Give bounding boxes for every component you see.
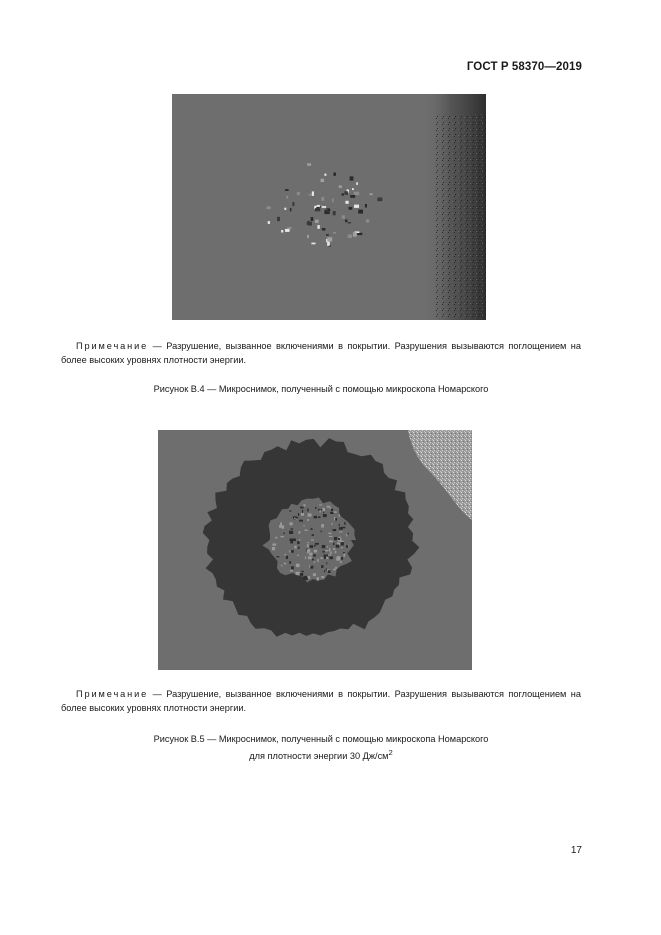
unit-superscript: 2 xyxy=(388,748,393,757)
inclusion-spot xyxy=(285,189,289,191)
damage-speck xyxy=(331,523,333,524)
damage-speck xyxy=(314,550,317,553)
inclusion-spot xyxy=(357,233,362,235)
inclusion-spot xyxy=(311,243,315,245)
damage-speck xyxy=(299,539,300,541)
damage-speck xyxy=(329,548,331,551)
damage-speck xyxy=(304,525,305,526)
damage-speck xyxy=(339,514,341,516)
damage-speck xyxy=(314,516,317,518)
caption-line-1: Рисунок В.5 — Микроснимок, полученный с помощью микроскопа Номарского xyxy=(153,734,489,744)
inclusion-spot xyxy=(287,227,291,229)
damage-speck xyxy=(317,559,319,562)
damage-speck xyxy=(301,571,304,572)
damage-speck xyxy=(320,510,321,513)
damage-speck xyxy=(299,531,301,534)
damage-speck xyxy=(295,517,298,519)
damage-speck xyxy=(328,533,331,534)
inclusion-spot xyxy=(349,207,353,210)
damage-speck xyxy=(310,545,314,548)
damage-speck xyxy=(307,509,308,512)
damage-speck xyxy=(327,557,329,559)
damage-speck xyxy=(329,536,333,537)
inclusion-spot xyxy=(281,230,283,233)
inclusion-spot xyxy=(352,188,354,190)
damage-speck xyxy=(272,547,275,550)
damage-speck xyxy=(282,526,284,529)
damage-speck xyxy=(298,513,299,516)
inclusion-spot xyxy=(315,220,319,223)
note-lead-label: Примечание xyxy=(76,341,149,351)
page-number: 17 xyxy=(570,845,582,856)
inclusion-spot xyxy=(268,221,270,224)
damage-speck xyxy=(346,545,348,548)
damage-speck xyxy=(333,548,336,550)
damage-speck xyxy=(313,554,316,556)
damage-speck xyxy=(314,545,316,547)
damage-speck xyxy=(338,538,340,540)
inclusion-spot xyxy=(307,222,312,226)
inclusion-spot xyxy=(286,196,288,199)
damage-speck xyxy=(340,561,342,563)
damage-speck xyxy=(297,555,299,556)
damage-speck xyxy=(275,537,277,539)
damage-speck xyxy=(289,550,290,552)
damage-speck xyxy=(308,556,312,559)
damage-speck xyxy=(321,565,323,568)
inclusion-spot xyxy=(354,205,359,208)
damage-speck xyxy=(341,557,343,560)
inclusion-spot xyxy=(267,206,271,209)
damage-speck xyxy=(315,543,319,545)
damage-speck xyxy=(285,554,287,555)
inclusion-spot xyxy=(321,179,325,182)
damage-speck xyxy=(324,555,327,557)
inclusion-spot xyxy=(344,191,348,195)
damage-speck xyxy=(326,568,327,571)
inclusion-spot xyxy=(277,217,280,221)
inclusion-spot xyxy=(348,235,352,239)
inclusion-spot xyxy=(317,205,320,207)
damage-speck xyxy=(327,546,328,547)
inclusion-spot xyxy=(307,235,309,238)
inclusion-spot xyxy=(342,215,345,219)
damage-speck xyxy=(313,573,316,576)
damage-speck xyxy=(320,557,323,559)
damage-speck xyxy=(330,552,332,555)
inclusion-spot xyxy=(365,204,367,208)
damage-speck xyxy=(339,537,341,539)
damage-speck xyxy=(291,528,294,529)
damage-speck xyxy=(327,506,330,508)
damage-speck xyxy=(319,504,322,505)
inclusion-spot xyxy=(309,194,312,196)
damage-speck xyxy=(331,509,333,511)
damage-speck xyxy=(284,563,286,565)
damage-speck xyxy=(335,518,337,521)
damage-speck xyxy=(318,517,321,519)
inclusion-spot xyxy=(290,208,292,211)
inclusion-spot xyxy=(312,191,314,196)
damage-speck xyxy=(314,562,316,563)
damage-speck xyxy=(289,531,293,534)
damage-speck xyxy=(307,542,309,543)
damage-speck xyxy=(289,561,291,564)
caption-line-2-text: для плотности энергии 30 Дж/см xyxy=(249,751,389,762)
figure-b5-note xyxy=(61,688,581,715)
damage-speck xyxy=(308,513,312,516)
damage-speck xyxy=(327,570,328,571)
inclusion-spot xyxy=(333,232,336,234)
inclusion-spot xyxy=(348,222,351,224)
inclusion-spot xyxy=(350,176,354,180)
inclusion-spot xyxy=(324,174,326,176)
damage-speck xyxy=(339,524,340,526)
damage-speck xyxy=(303,576,307,580)
inclusion-spot xyxy=(322,228,326,231)
damage-speck xyxy=(321,576,324,578)
damage-speck xyxy=(310,566,313,569)
damage-speck xyxy=(334,537,337,540)
damage-speck xyxy=(300,507,304,509)
damage-speck xyxy=(330,512,333,514)
damage-speck xyxy=(323,514,327,517)
damage-speck xyxy=(296,572,300,575)
inclusion-spot xyxy=(350,195,355,198)
inclusion-spot xyxy=(342,193,345,195)
damage-speck xyxy=(339,531,343,532)
damage-speck xyxy=(281,565,282,567)
damage-speck xyxy=(336,545,339,548)
damage-speck xyxy=(299,520,303,522)
damage-speck xyxy=(312,559,314,561)
damage-speck xyxy=(294,546,296,549)
inclusion-spot xyxy=(345,201,348,204)
damage-speck xyxy=(343,553,345,556)
damage-speck xyxy=(277,556,280,557)
damage-speck xyxy=(322,545,326,548)
inclusion-spot xyxy=(292,202,294,206)
inclusion-spot xyxy=(366,219,369,222)
inclusion-spot xyxy=(377,198,382,202)
inclusion-spot xyxy=(345,220,347,223)
note-lead-label: Примечание xyxy=(76,689,149,699)
damage-speck xyxy=(341,547,342,549)
damage-speck xyxy=(291,566,294,569)
damage-speck xyxy=(337,556,341,559)
damage-speck xyxy=(297,541,299,544)
damage-speck xyxy=(323,551,325,553)
figure-b4-note xyxy=(61,340,581,367)
damage-speck xyxy=(335,551,337,554)
figure-b5-caption xyxy=(61,733,581,763)
inclusion-spot xyxy=(358,210,363,214)
damage-speck xyxy=(328,555,331,556)
damage-speck xyxy=(290,522,293,525)
damage-speck xyxy=(291,550,294,553)
damage-speck xyxy=(323,512,324,513)
damage-speck xyxy=(335,567,337,569)
damage-speck xyxy=(347,533,349,534)
damage-speck xyxy=(311,528,313,530)
inclusion-spot xyxy=(317,225,319,229)
damage-speck xyxy=(341,527,345,529)
damage-speck xyxy=(321,531,322,533)
damage-speck xyxy=(333,543,334,545)
damage-speck xyxy=(280,523,282,526)
inclusion-spot xyxy=(332,198,334,202)
damage-speck xyxy=(307,549,310,552)
inclusion-spot xyxy=(356,182,358,185)
damage-speck xyxy=(328,570,331,573)
damage-speck xyxy=(303,504,305,506)
damage-speck xyxy=(322,508,325,511)
inclusion-spot xyxy=(311,217,314,221)
inclusion-spot xyxy=(333,173,336,176)
micrograph-b5 xyxy=(158,430,472,670)
damage-speck xyxy=(300,573,303,576)
damage-speck xyxy=(329,556,333,559)
note-text: — Разрушение, вызванное включениями в покрытии. Разрушения вызываются поглощением на более высоких уровнях плотности энергии. xyxy=(61,341,581,365)
damage-speck xyxy=(296,564,300,567)
damage-speck xyxy=(309,553,312,556)
damage-speck xyxy=(305,530,308,531)
damage-speck xyxy=(341,542,344,545)
damage-speck xyxy=(307,519,309,521)
damage-speck xyxy=(333,529,337,531)
damage-speck xyxy=(308,576,310,579)
damage-speck xyxy=(302,510,303,513)
damage-speck xyxy=(333,569,336,571)
inclusion-spot xyxy=(333,211,336,215)
damage-speck xyxy=(329,540,333,542)
damage-speck xyxy=(298,547,300,549)
inclusion-spot xyxy=(307,163,311,166)
damage-speck xyxy=(272,544,276,546)
inclusion-spot xyxy=(326,234,329,236)
damage-speck xyxy=(315,507,316,509)
damage-speck xyxy=(317,577,319,580)
inclusion-spot xyxy=(370,193,373,195)
damage-speck xyxy=(292,539,296,542)
damage-speck xyxy=(312,534,314,536)
damage-speck xyxy=(281,536,284,537)
inclusion-spot xyxy=(284,208,286,210)
inclusion-spot xyxy=(353,232,357,236)
inclusion-spot xyxy=(327,242,330,246)
inclusion-spot xyxy=(328,209,330,211)
damage-speck xyxy=(344,522,345,525)
inclusion-spot xyxy=(297,192,300,195)
caption-line-2 xyxy=(61,746,581,763)
damage-speck xyxy=(325,550,328,551)
inclusion-spot xyxy=(285,229,290,232)
damage-speck xyxy=(290,570,293,572)
inclusion-spot xyxy=(315,208,320,211)
damage-speck xyxy=(286,556,288,559)
inclusion-spot xyxy=(322,206,326,208)
damage-speck xyxy=(283,533,285,534)
inclusion-spot xyxy=(339,186,342,188)
figure-b4-caption: Рисунок В.4 — Микроснимок, полученный с помощью микроскопа Номарского xyxy=(153,384,489,394)
damage-speck xyxy=(305,557,306,560)
inclusion-spot xyxy=(327,237,332,241)
damage-speck xyxy=(346,533,347,536)
damage-speck xyxy=(307,544,309,547)
damage-speck xyxy=(333,511,336,512)
inclusion-spot xyxy=(354,192,360,195)
damage-speck xyxy=(301,513,304,516)
note-text: — Разрушение, вызванное включениями в покрытии. Разрушения вызываются поглощением на более высоких уровнях плотности энергии. xyxy=(61,689,581,713)
damage-speck xyxy=(326,562,327,564)
micrograph-b4 xyxy=(172,94,486,320)
damage-speck xyxy=(290,510,292,511)
inclusion-spot xyxy=(322,197,325,201)
damage-speck xyxy=(324,570,325,572)
damage-speck xyxy=(311,539,314,540)
document-standard-number: ГОСТ Р 58370—2019 xyxy=(466,61,582,73)
damage-speck xyxy=(321,524,324,528)
